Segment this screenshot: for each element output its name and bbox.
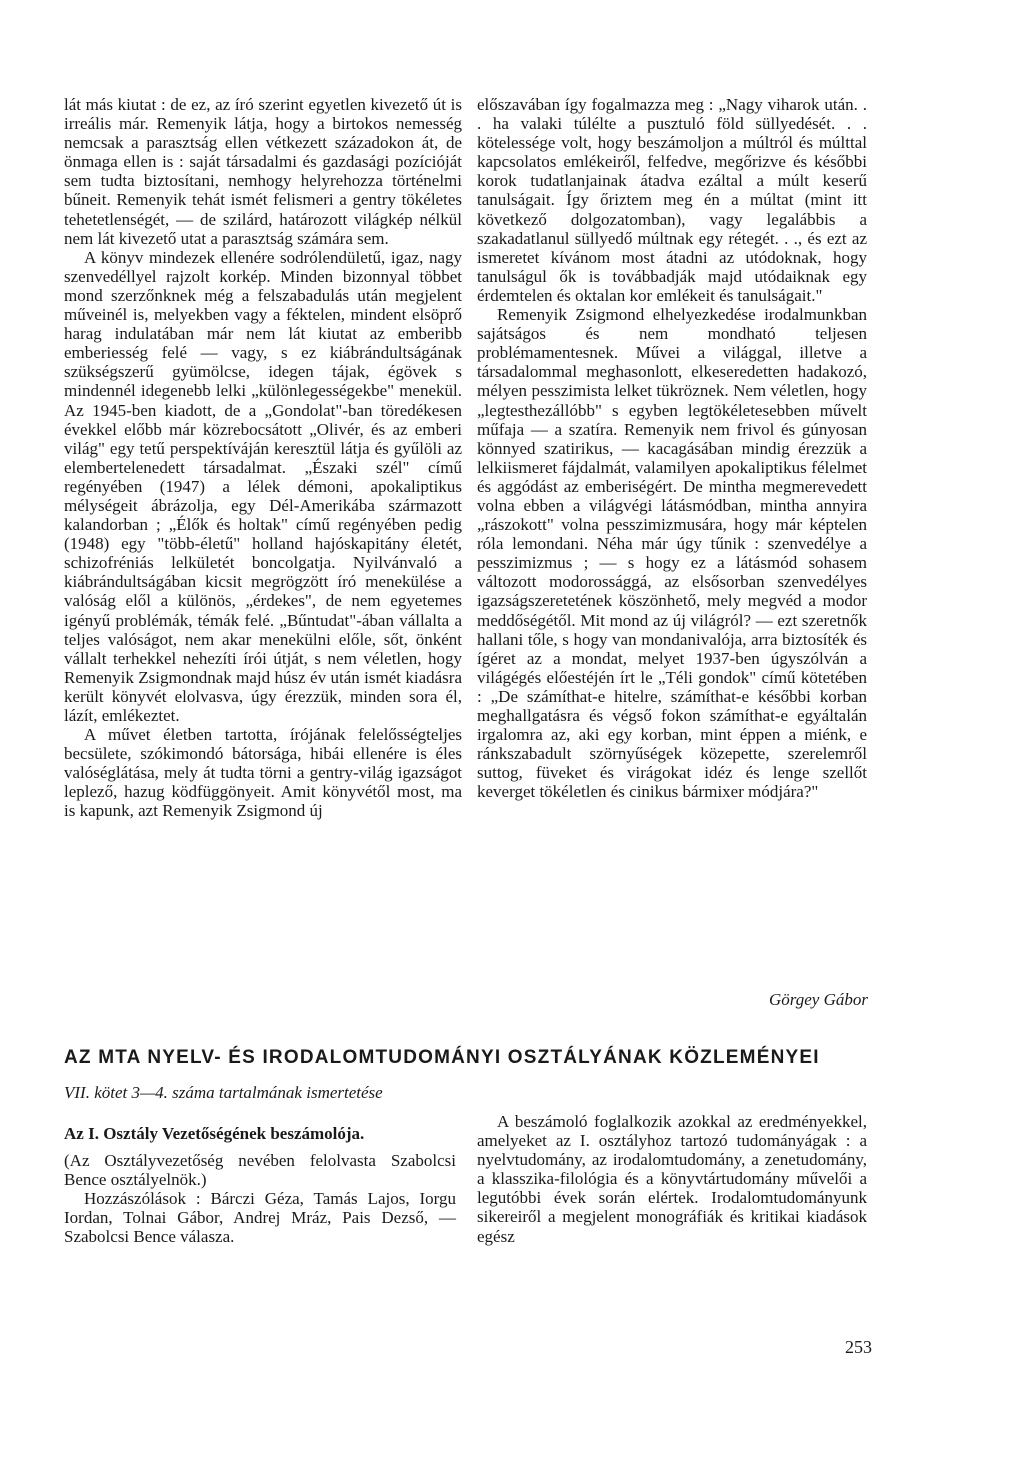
section-subheading: VII. kötet 3—4. száma tartalmának ismertetése	[64, 1083, 383, 1102]
left-column-top	[64, 95, 462, 821]
paragraph: lát más kiutat : de ez, az író szerint egyetlen kivezető út is irreális már. Remenyik látja, hogy a birtokos nemesség nemcsak a parasztság ellen vétkezett századokon át, de önmaga ellen is : saját társadalmi és gazdasági pozícióját sem tudta biztosítani, nemhogy helyrehozza történelmi bűneit. Remenyik tehát ismét felismeri a gentry tökéletes tehetetlenségét, — de szilárd, határozott világkép nélkül nem lát kivezető utat a parasztság számára sem.	[64, 95, 462, 248]
paragraph: Hozzászólások : Bárczi Géza, Tamás Lajos, Iorgu Iordan, Tolnai Gábor, Andrej Mráz, Pais Dezső, — Szabolcsi Bence válasza.	[64, 1189, 456, 1247]
author-signature: Görgey Gábor	[769, 990, 868, 1009]
paragraph: (Az Osztályvezetőség nevében felolvasta Szabolcsi Bence osztályelnök.)	[64, 1151, 456, 1190]
paragraph: Remenyik Zsigmond elhelyezkedése irodalmunkban sajátságos és nem mondható teljesen problémamentesnek. Művei a világgal, illetve a társadalommal meghasonlott, elkeseredetten hadakozó, mélyen pesszimista lelket tükröznek. Nem véletlen, hogy „legtesthezállóbb" s egyben legtökéletesebben művelt műfaja — a szatíra. Remenyik nem frivol és gúnyosan könnyed szatirikus, — kacagásában mindig érezzük a lelkiismeret fájdalmát, valamilyen apokaliptikus félelmet és aggódást az emberiségért. De mintha megmerevedett volna ebben a világvégi látásmódban, mintha annyira „rászokott" volna pesszimizmusára, hogy már képtelen róla lemondani. Néha már úgy tűnik : szenvedélye a pesszimizmus ; — s hogy ez a látásmód sohasem változott modorossággá, az elsősorban szenvedélyes igazságszeretetének köszönhető, mely megvéd a modor meddőségétől. Mit mond az új világról? — ezt szeretnők hallani tőle, s hogy van mondanivalója, arra biztosíték és ígéret az a mondat, melyet 1937-ben úgyszólván a világégés előestéjén írt le „Téli gondok" című kötetében : „De számíthat-e hitelre, számíthat-e későbbi korban meghallgatásra és végső fokon számíthat-e egyáltalán irgalomra az, aki egy korban, mint éppen a miénk, e ránkszabadult szörnyűségek közepette, szerelemről suttog, füveket és virágokat idéz és lenge szellőt keverget tökéletlen és cinikus bármixer módjára?"	[477, 305, 867, 802]
paragraph: A művet életben tartotta, írójának felelősségteljes becsülete, szókimondó bátorsága, hibái ellenére is éles valóséglátása, mely át tudta törni a gentry-világ igazságot leplező, hazug ködfüggönyeit. Amit könyvétől most, ma is kapunk, azt Remenyik Zsigmond új	[64, 725, 462, 821]
paragraph: A beszámoló foglalkozik azokkal az eredményekkel, amelyeket az I. osztályhoz tartozó tudományágak : a nyelvtudomány, az irodalomtudomány, a zenetudomány, a klasszika-filológia és a könyvtártudomány művelői a legutóbbi évek során elértek. Irodalomtudományunk sikereiről a megjelent monográfiák és kritikai kiadások egész	[477, 1112, 867, 1246]
right-column-bottom	[477, 1112, 867, 1246]
report-title: Az I. Osztály Vezetőségének beszámolója.	[64, 1124, 365, 1143]
page-number: 253	[845, 1337, 872, 1357]
section-heading: AZ MTA NYELV- ÉS IRODALOMTUDOMÁNYI OSZTÁLYÁNAK KÖZLEMÉNYEI	[64, 1047, 820, 1068]
paragraph: A könyv mindezek ellenére sodrólendületű, igaz, nagy szenvedéllyel rajzolt korkép. Minden bizonnyal többet mond szerzőnknek még a felszabadulás után megjelent műveinél is, melyekben vagy a féktelen, mindent elsöprő harag indulatában már nem lát kiutat az emberibb emberiesség felé — vagy, s ez kiábrándultságának szükségszerű gyümölcse, idegen tájak, égövek s mindennél idegenebb lelki „különlegességekbe" menekül. Az 1945-ben kiadott, de a „Gondolat"-ban töredékesen évekkel előbb már közrebocsátott „Olivér, és az emberi világ" egy tetű perspektíváján keresztül látja és gyűlöli az elembertelenedett társadalmat. „Északi szél" című regényében (1947) a lélek démoni, apokaliptikus mélységeit ábrázolja, egy Dél-Amerikába származott kalandorban ; „Élők és holtak" című regényében pedig (1948) egy "több-életű" holland hajóskapitány életét, schizofréniás lelkületét boncolgatja. Nyilvánvaló a kiábrándultságában kicsit megrögzött író menekülése a valóság elől a különös, „érdekes", de nem egyetemes igényű problémák, témák felé. „Bűntudat"-ában vállalta a teljes valóságot, nem akar menekülni előle, sőt, önként vállalt terhekkel nehezíti írói útját, s nem véletlen, hogy Remenyik Zsigmondnak majd húsz év után ismét kiadásra került könyvét elolvasva, úgy érezzük, minden sora él, lázít, emlékeztet.	[64, 247, 462, 725]
right-column-top	[477, 95, 867, 801]
left-column-bottom	[64, 1124, 456, 1247]
paragraph: előszavában így fogalmazza meg : „Nagy viharok után. . . ha valaki túlélte a pusztuló föld süllyedését. . . kötelessége volt, hogy beszámoljon a múltról és múlttal kapcsolatos emlékeiről, felfedve, megőrizve és későbbi korok tudatlanjainak átadva ezáltal a múlt keserű tanulságait. Így őriztem meg én a múltat (mint itt következő dolgozatomban), vagy legalábbis a szakadatlanul süllyedő múltnak egy rétegét. . ., és ezt az ismeretet kívánom most átadni az utódoknak, hogy tanulságul ők is továbbadják majd utódaiknak egy érdemtelen és oktalan kor emlékeit és tanulságait."	[477, 95, 867, 305]
